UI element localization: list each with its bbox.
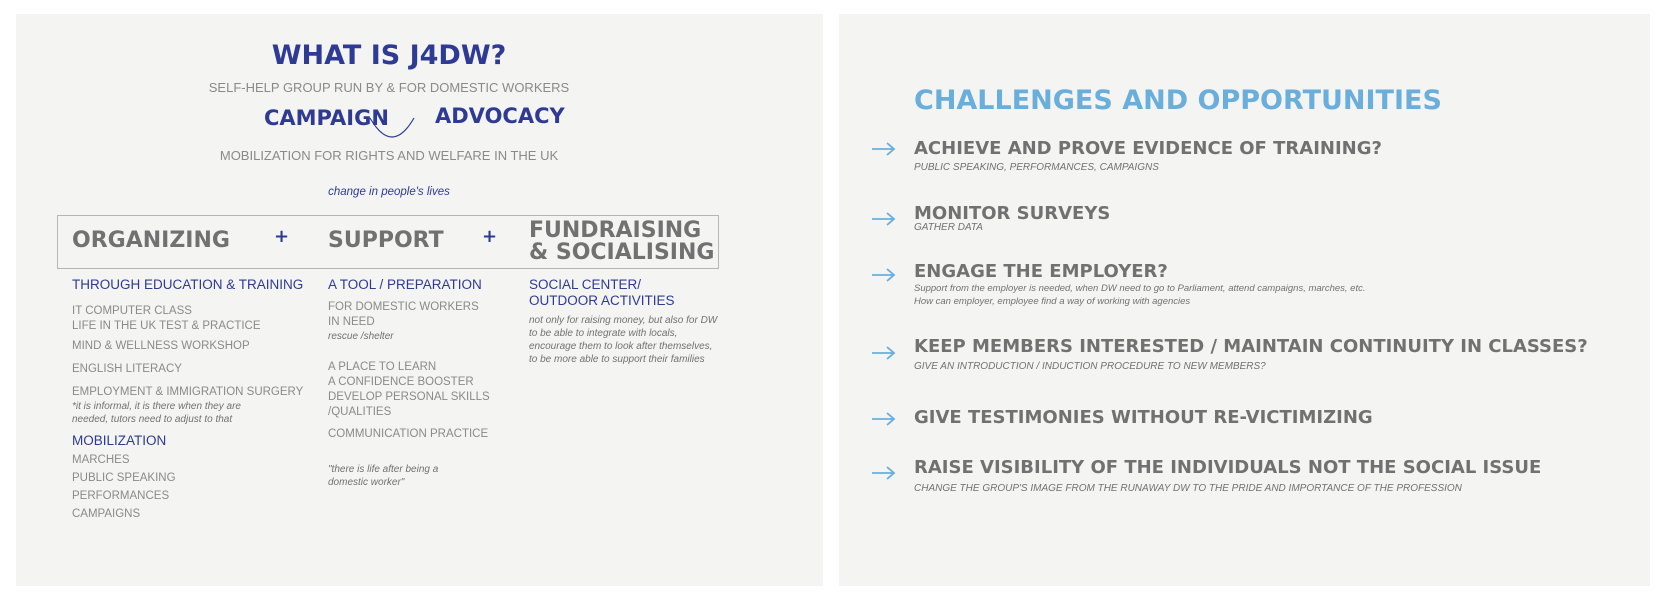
list-item: CAMPAIGNS — [72, 508, 141, 520]
fundraising-note — [529, 314, 717, 366]
support-list — [328, 300, 479, 330]
quote-line: domestic worker" — [328, 477, 405, 488]
challenge-sub — [914, 282, 1366, 308]
list-item: MARCHES — [72, 454, 130, 466]
list-item: COMMUNICATION PRACTICE — [328, 428, 489, 440]
list-item: /QUALITIES — [328, 406, 392, 418]
subtitle: SELF-HELP GROUP RUN BY & FOR DOMESTIC WORKERS — [208, 80, 570, 95]
column3-subheading — [529, 277, 675, 309]
list-item: IN NEED — [328, 316, 375, 328]
support-quote — [328, 463, 438, 489]
challenge-sub: GATHER DATA — [914, 222, 983, 233]
list-item: PERFORMANCES — [72, 490, 170, 502]
campaign-label: CAMPAIGN — [264, 106, 389, 130]
sub-line: How can employer, employee find a way of working with agencies — [914, 296, 1191, 307]
arrow-right-icon — [871, 211, 897, 227]
list-item: PUBLIC SPEAKING — [72, 472, 176, 484]
organizing-list — [72, 304, 261, 334]
plus-sign: + — [482, 226, 498, 247]
organizing-note — [72, 400, 241, 426]
challenge-heading: ENGAGE THE EMPLOYER? — [914, 261, 1168, 282]
arrow-right-icon — [871, 267, 897, 283]
note-line: to be able to integrate with locals, — [529, 328, 678, 339]
slide-title: CHALLENGES AND OPPORTUNITIES — [914, 85, 1442, 116]
left-slide — [16, 14, 823, 586]
support-heading: SUPPORT — [328, 228, 444, 253]
arrow-right-icon — [871, 465, 897, 481]
change-line: change in people's lives — [328, 186, 450, 198]
challenge-heading: KEEP MEMBERS INTERESTED / MAINTAIN CONTINUITY IN CLASSES? — [914, 336, 1588, 357]
socialising-line: & SOCIALISING — [529, 240, 715, 265]
note-line: encourage them to look after themselves, — [529, 341, 713, 352]
mobilization-list — [72, 451, 176, 523]
support-list-2 — [328, 360, 490, 420]
list-item: DEVELOP PERSONAL SKILLS — [328, 391, 490, 403]
arrow-right-icon — [871, 411, 897, 427]
arrow-right-icon — [871, 141, 897, 157]
mobilization-line: MOBILIZATION FOR RIGHTS AND WELFARE IN THE UK — [219, 148, 559, 163]
challenge-sub: GIVE AN INTRODUCTION / INDUCTION PROCEDURE TO NEW MEMBERS? — [914, 361, 1266, 372]
organizing-heading: ORGANIZING — [72, 228, 230, 253]
subheading-line: SOCIAL CENTER/ — [529, 277, 642, 292]
list-item: IT COMPUTER CLASS — [72, 305, 192, 317]
list-item: EMPLOYMENT & IMMIGRATION SURGERY — [72, 386, 304, 398]
challenge-heading: ACHIEVE AND PROVE EVIDENCE OF TRAINING? — [914, 138, 1382, 159]
challenge-heading: MONITOR SURVEYS — [914, 203, 1111, 224]
support-note: rescue /shelter — [328, 331, 394, 342]
challenge-sub: PUBLIC SPEAKING, PERFORMANCES, CAMPAIGNS — [914, 162, 1159, 173]
fundraising-line: FUNDRAISING — [529, 218, 702, 243]
list-item: A CONFIDENCE BOOSTER — [328, 376, 474, 388]
quote-line: "there is life after being a — [328, 464, 439, 475]
plus-sign: + — [274, 226, 290, 247]
note-line: needed, tutors need to adjust to that — [72, 414, 233, 425]
note-line: *it is informal, it is there when they are — [72, 401, 241, 412]
connector-arc — [368, 116, 418, 142]
subheading-line: OUTDOOR ACTIVITIES — [529, 293, 675, 308]
column1-subheading: THROUGH EDUCATION & TRAINING — [72, 277, 304, 292]
challenge-heading: GIVE TESTIMONIES WITHOUT RE-VICTIMIZING — [914, 407, 1373, 428]
fundraising-heading — [529, 220, 714, 264]
column2-subheading: A TOOL / PREPARATION — [328, 277, 482, 292]
challenge-heading: RAISE VISIBILITY OF THE INDIVIDUALS NOT THE SOCIAL ISSUE — [914, 457, 1542, 478]
arrow-right-icon — [871, 345, 897, 361]
list-item: LIFE IN THE UK TEST & PRACTICE — [72, 320, 261, 332]
note-line: not only for raising money, but also for DW — [529, 315, 718, 326]
advocacy-label: ADVOCACY — [435, 104, 565, 128]
note-line: to be more able to support their families — [529, 354, 705, 365]
right-slide — [839, 14, 1650, 586]
challenge-sub: CHANGE THE GROUP'S IMAGE FROM THE RUNAWAY DW TO THE PRIDE AND IMPORTANCE OF THE PROFESSION — [914, 483, 1462, 494]
sub-line: Support from the employer is needed, when DW need to go to Parliament, attend campaigns, marches, etc. — [914, 283, 1366, 294]
mobilization-subheading: MOBILIZATION — [72, 433, 167, 448]
list-item: MIND & WELLNESS WORKSHOP — [72, 340, 250, 352]
list-item: ENGLISH LITERACY — [72, 363, 182, 375]
list-item: FOR DOMESTIC WORKERS — [328, 301, 479, 313]
list-item: A PLACE TO LEARN — [328, 361, 437, 373]
slide-title: WHAT IS J4DW? — [271, 40, 507, 71]
